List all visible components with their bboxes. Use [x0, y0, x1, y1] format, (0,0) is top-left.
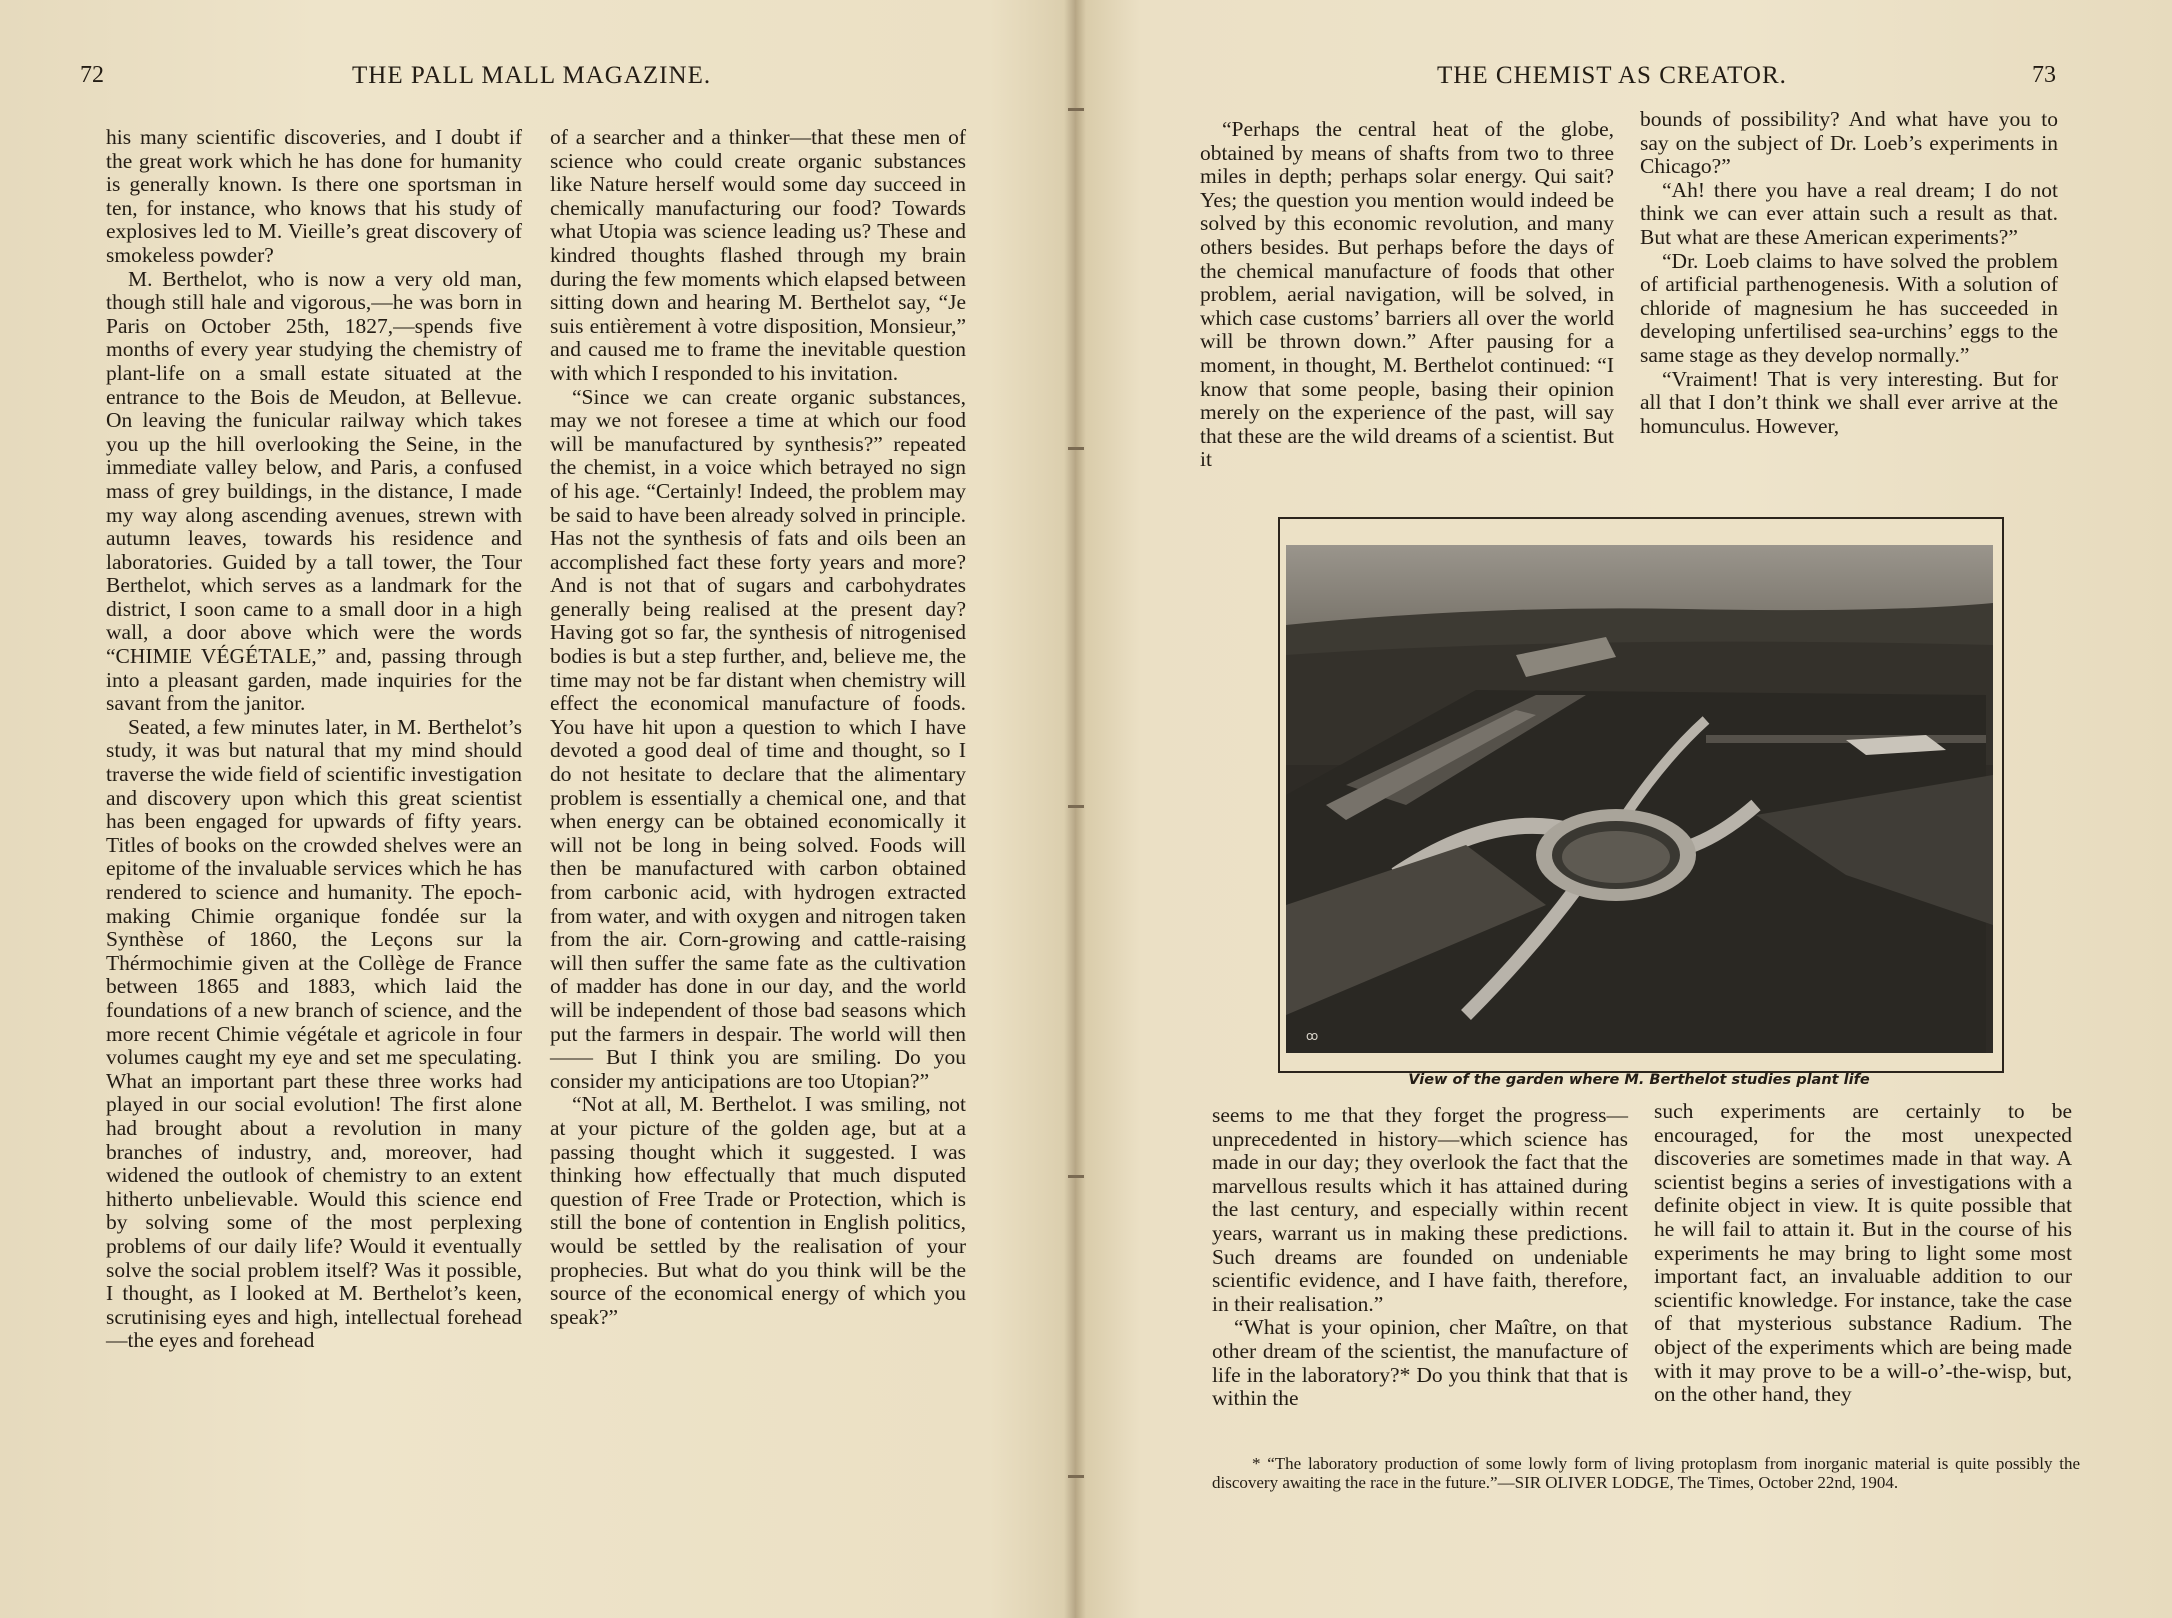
paragraph: “Since we can create organic substances, may we not foresee a time at which our food will be manufactured by synthesis?” repeated the chemist, in a voice which betrayed no sign of his age. “Certainly! Indeed, the problem may be said to have been already solved in principle. Has not the synthesis of fats and oils been an accomplished fact these forty years and more? And is not that of sugars and carbohydrates generally being realised at the present day? Having got so far, the synthesis of nitrogenised bodies is but a step further, and, believe me, the time may not be far distant when chemistry will effect the economical manufacture of foods. You have hit upon a question to which I have devoted a good deal of time and thought, so I do not hesitate to declare that the alimentary problem is essentially a chemical one, and that when energy can be obtained economically it will not be long in being solved. Foods will then be manufactured with carbon obtained from carbonic acid, with hydrogen extracted from water, and with oxygen and nitrogen taken from the air. Corn-growing and cattle-raising will then suffer the same fate as the cultivation of madder has done in our day, and the world will be independent of those bad seasons which put the farmers in despair. The world will then—— But I think you are smiling. Do you consider my anticipations are too Utopian?” [550, 384, 966, 1093]
paragraph: such experiments are certainly to be encouraged, for the most unexpected discoveries are sometimes made in that way. A scientist begins a series of investigations with a definite object in view. It is quite possible that he will fail to attain it. But in the course of his experiments he may bring to light some most important fact, an invaluable addition to our scientific knowledge. For instance, take the case of that mysterious substance Radium. The object of the experiments which are being made with it may prove to be a will-o’-the-wisp, but, on the other hand, they [1654, 1099, 2072, 1407]
paragraph: of a searcher and a thinker—that these men of science who could create organic substances like Nature herself would some day succeed in chemically manufacturing our food? Towards what Utopia was science leading us? These and kindred thoughts flashed through my brain during the few moments which elapsed between sitting down and hearing M. Berthelot say, “Je suis entièrement à votre disposition, Monsieur,” and caused me to frame the inevitable question with which I responded to his invitation. [550, 125, 966, 385]
page-gutter [1064, 0, 1086, 1618]
garden-aerial-image [1286, 545, 1993, 1053]
right-column-2-bottom [1654, 1100, 2072, 1407]
garden-photo-frame [1278, 517, 2004, 1073]
binding-stitch [1068, 1475, 1084, 1478]
paragraph: his many scientific discoveries, and I doubt if the great work which he has done for humanity is generally known. Is there one sportsman in ten, for instance, who knows that his study of explosives led to M. Vieille’s great discovery of smokeless powder? [106, 125, 522, 267]
left-page [0, 0, 1075, 1618]
paragraph: “Ah! there you have a real dream; I do not think we can ever attain such a result as that. But what are these American experiments?” [1640, 177, 2058, 249]
paragraph: “Vraiment! That is very interesting. But for all that I don’t think we shall ever arrive at the homunculus. However, [1640, 366, 2058, 438]
paragraph: “Not at all, M. Berthelot. I was smiling, not at your picture of the golden age, but at a passing thought which it suggested. I was thinking how effectually that much disputed question of Free Trade or Protection, which is still the bone of contention in English politics, would be settled by the realisation of your prophecies. But what do you think will be the source of the economical energy of which you speak?” [550, 1092, 966, 1329]
engraver-mark: ꝏ [1306, 1029, 1319, 1043]
page-number-right: 73 [2032, 62, 2056, 88]
paragraph: seems to me that they forget the progress—unprecedented in history—which science has made in our day; they overlook the fact that the marvellous results which it has attained during the last century, and especially within recent years, warrant us in making these predictions. Such dreams are founded on undeniable scientific evidence, and I have faith, therefore, in their realisation.” [1212, 1103, 1628, 1316]
left-column-1 [106, 126, 522, 1353]
binding-stitch [1068, 1175, 1084, 1178]
right-column-1-top [1200, 118, 1614, 472]
running-head-right: THE CHEMIST AS CREATOR. [1437, 62, 1787, 89]
paragraph: “What is your opinion, cher Maître, on that other dream of the scientist, the manufacture of life in the laboratory?* Do you think that that is within the [1212, 1315, 1628, 1411]
binding-stitch [1068, 108, 1084, 111]
paragraph: “Dr. Loeb claims to have solved the problem of artificial parthenogenesis. With a solution of chloride of magnesium he has succeeded in developing unfertilised sea-urchins’ eggs to the same stage as they develop normally.” [1640, 248, 2058, 367]
binding-stitch [1068, 447, 1084, 450]
paragraph: Seated, a few minutes later, in M. Berthelot’s study, it was but natural that my mind should traverse the wide field of scientific investigation and discovery upon which this great scientist has been engaged for upwards of fifty years. Titles of books on the crowded shelves were an epitome of the invaluable services which he has rendered to science and humanity. The epoch-making Chimie organique fondée sur la Synthèse of 1860, the Leçons sur la Thérmochimie given at the Collège de France between 1865 and 1883, which laid the foundations of a new branch of science, and the more recent Chimie végétale et agricole in four volumes caught my eye and set me speculating. What an important part these three works had played in our social evolution! The first alone had brought about a revolution in many branches of industry, and, moreover, had widened the outlook of chemistry to an extent hitherto unbelievable. Would this science end by solving some of the most perplexing problems of our daily life? Would it eventually solve the social problem itself? Was it possible, I thought, as I looked at M. Berthelot’s keen, scrutinising eyes and high, intellectual forehead—the eyes and forehead [106, 714, 522, 1353]
footnote [1212, 1454, 2080, 1492]
page-number-left: 72 [80, 62, 104, 88]
paragraph: M. Berthelot, who is now a very old man, though still hale and vigorous,—he was born in Paris on October 25th, 1827,—spends five months of every year studying the chemistry of plant-life on a small estate situated at the entrance to the Bois de Meudon, at Bellevue. On leaving the funicular railway which takes you up the hill overlooking the Seine, in the immediate valley below, and Paris, a confused mass of grey buildings, in the distance, I made my way along ascending avenues, strewn with autumn leaves, towards his residence and laboratories. Guided by a tall tower, the Tour Berthelot, which serves as a landmark for the district, I soon came to a small door in a high wall, a door above which were the words “CHIMIE VÉGÉTALE,” and, passing through into a pleasant garden, made inquiries for the savant from the janitor. [106, 266, 522, 716]
right-column-1-bottom [1212, 1104, 1628, 1411]
binding-stitch [1068, 805, 1084, 808]
right-column-2-top [1640, 108, 2058, 438]
paragraph: bounds of possibility? And what have you to say on the subject of Dr. Loeb’s experiments in Chicago?” [1640, 107, 2058, 179]
garden-photo [1286, 545, 1993, 1053]
footnote-text: * “The laboratory production of some lowly form of living protoplasm from inorganic material is quite possibly the discovery awaiting the race in the future.”—SIR OLIVER LODGE, The Times, October 22nd, 1904. [1212, 1454, 2080, 1492]
running-head-left: THE PALL MALL MAGAZINE. [352, 62, 712, 89]
figure-caption: View of the garden where M. Berthelot studies plant life [1408, 1072, 1870, 1088]
paragraph: “Perhaps the central heat of the globe, obtained by means of shafts from two to three miles in depth; perhaps solar energy. Qui sait? Yes; the question you mention would indeed be solved by this economic revolution, and many others besides. But perhaps before the days of the chemical manufacture of foods that other problem, aerial navigation, will be solved, in which case customs’ barriers all over the world will be thrown down.” After pausing for a moment, in thought, M. Berthelot continued: “I know that some people, basing their opinion merely on the experience of the past, will say that these are the wild dreams of a scientist. But it [1200, 117, 1614, 472]
left-column-2 [550, 126, 966, 1329]
